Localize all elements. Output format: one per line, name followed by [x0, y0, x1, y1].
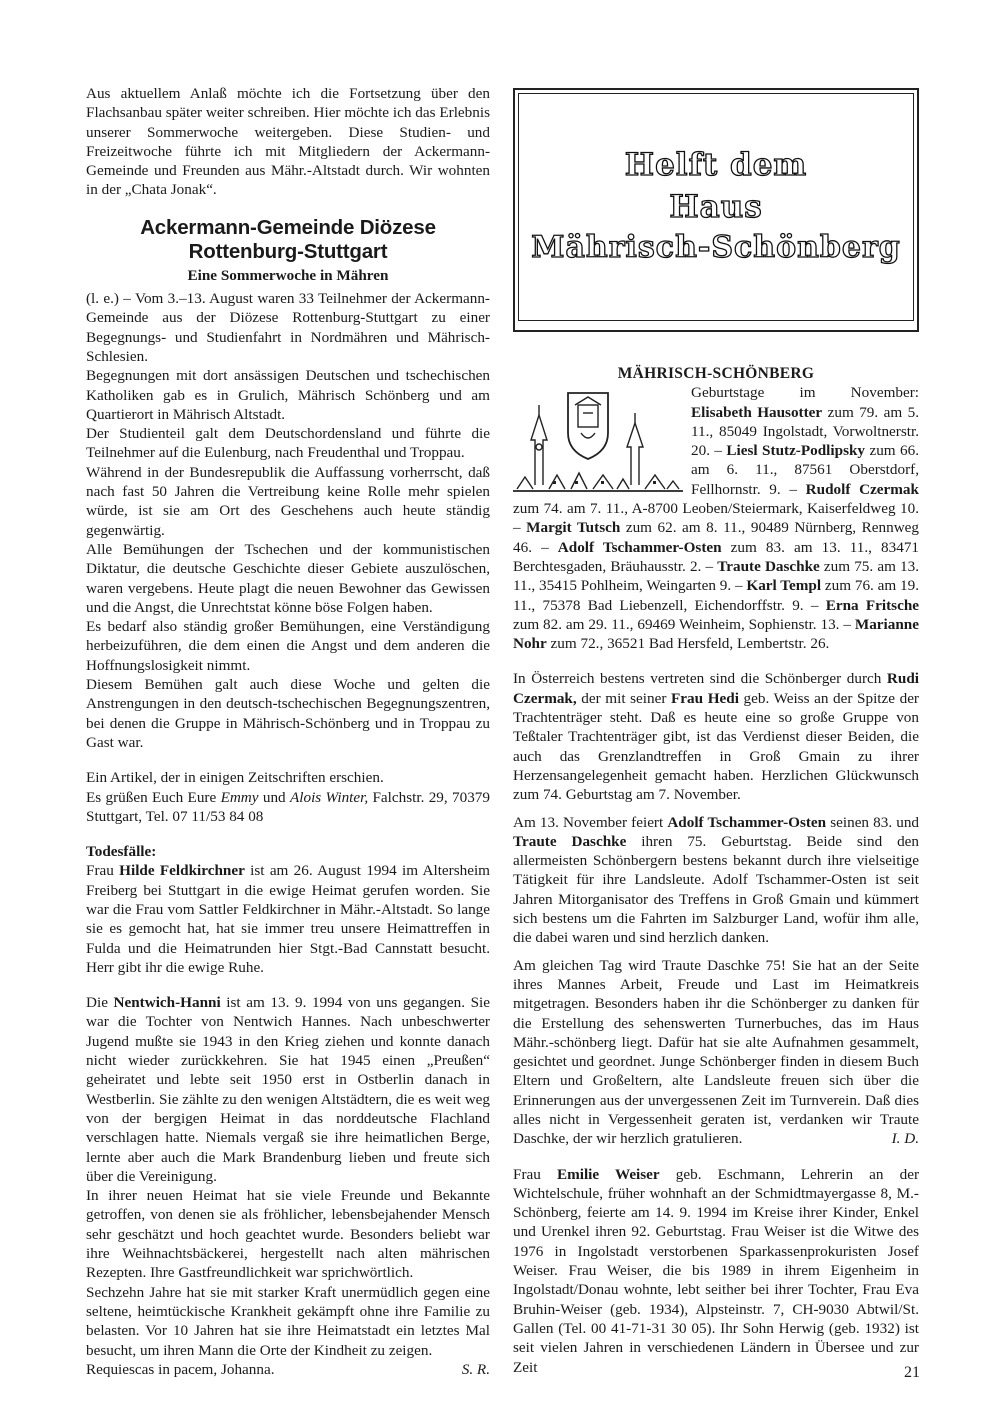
- appeal-box-inner: [518, 93, 914, 321]
- obituary-closing: Requiescas in pacem, Johanna. S. R.: [86, 1360, 490, 1378]
- article-paragraph: Begegnungen mit dort ansässigen Deutschen und tschechischen Katholiken gab es in Grulich, Mährisch Schönberg und am Quartierort in Mährisch Altstadt.: [86, 367, 490, 423]
- intro-paragraph: Aus aktuellem Anlaß möchte ich die Fortsetzung über den Flachsanbau später weiter schreiben. Hier möchte ich das Erlebnis unserer Sommerwoche weitergeben. Diese Studien- und Freizeitwoche führte ich mit Mitgliedern der Ackermann-Gemeinde und Freunden aus Mähr.-Altstadt durch. Wir wohnten in der „Chata Jonak“.: [86, 85, 490, 199]
- appeal-box: [513, 88, 919, 332]
- article-paragraph: Der Studienteil galt dem Deutschordensland und führte die Teilnehmer auf die Eulenburg, nach Freudenthal und Troppau.: [86, 425, 490, 462]
- article-paragraph: Es bedarf also ständig großer Bemühungen, eine Verständigung herbeizuführen, die dem einen die Angst und dem anderen die Hoffnungslosigkeit nimmt.: [86, 618, 490, 674]
- article-heading: [86, 216, 490, 264]
- article-paragraph: Während in der Bundesrepublik die Auffassung vorherrscht, daß nach fast 50 Jahren die Vertreibung keine Rolle mehr spielen würde, ist sie am Ort des Geschehens auch heute ständig gegenwärtig.: [86, 463, 490, 539]
- austria-paragraph: In Österreich bestens vertreten sind die Schönberger durch Rudi Czermak, der mit seiner Frau Hedi geb. Weiss an der Spitze der Trachtenträger steht. Daß es heute eine so große Gruppe von Teßtaler Trachtenträger gibt, ist das Verdienst dieser Beiden, die auch das Grenzlandtreffen in Groß Gmain zu ihrer Herzensangelegenheit gemacht haben. Herzlichen Glückwunsch zum 74. Geburtstag am 7. November.: [513, 670, 919, 804]
- obituary-paragraph: Sechzehn Jahre hat sie mit starker Kraft unermüdlich gegen eine seltene, heimtückische Krankheit gekämpft ohne ihre Familie zu belasten. Vor 10 Jahren hat sie ihre Heimatstadt ein letztes Mal besucht, um ihren Mann die Orte der Kindheit zu zeigen.: [86, 1283, 490, 1359]
- article-subheading: Eine Sommerwoche in Mähren: [187, 266, 389, 284]
- right-column: [513, 88, 919, 1377]
- article-paragraph: Diesem Bemühen galt auch diese Woche und gelten die Anstrengungen in den deutsch-tschechischen Begegnungszentren, bei denen die Gruppe in Mährisch-Schönberg und in Troppau zu Gast war.: [86, 676, 490, 751]
- town-crest-illustration: [513, 385, 683, 495]
- page-number: 21: [904, 1364, 920, 1381]
- deaths-heading: Todesfälle:: [86, 843, 157, 861]
- appeal-line1: Helft dem: [624, 147, 808, 184]
- article-paragraph: Alle Bemühungen der Tschechen und der kommunistischen Diktatur, die deutsche Geschichte dieser Gebiete auszulöschen, waren vergebens. Heute plagt die neuen Bewohner das Gewissen und die Angst, die Unrechtstat könne böse Folgen haben.: [86, 540, 490, 616]
- weiser-paragraph: Frau Emilie Weiser geb. Eschmann, Lehrerin an der Wichtelschule, früher wohnhaft an der Schmidtmayergasse 8, M.-Schönberg, feierte am 14. 9. 1994 im Kreise ihrer Kinder, Enkel und Urenkel ihren 92. Geburtstag. Frau Weiser ist die Witwe des 1976 in Ingolstadt verstorbenen Sparkassenprokuristen Josef Weiser. Frau Weiser, die bis 1989 in ihrem Eigenheim in Ingolstadt/Donau wohnte, lebt seither bei ihrer Tochter, Frau Eva Bruhin-Weiser (geb. 1934), Alpsteinstr. 7, CH-9030 Abtwil/St. Gallen (Tel. 00 41-71-31 30 05). Ihr Sohn Herwig (geb. 1932) ist seit vielen Jahren in verschiedenen Ländern in Übersee und zur Zeit: [513, 1165, 920, 1376]
- obituary-feldkirchner: Frau Hilde Feldkirchner ist am 26. August 1994 im Altersheim Freiberg bei Stuttgart in die ewige Heimat gerufen worden. Sie war die Frau vom Sattler Feldkirchner in Mähr.-Altstadt. So lange sie es gemocht hat, hat sie immer treu unsere Heimattreffen in Fulda und die Heimatrunden hier Stgt.-Bad Cannstatt besucht. Herr gibt ihr die ewige Ruhe.: [86, 862, 491, 976]
- signature-initials: I. D.: [891, 1130, 919, 1148]
- town-skyline-icon: [513, 385, 683, 495]
- obituary-paragraph: In ihrer neuen Heimat hat sie viele Freunde und Bekannte getroffen, von denen sie als fröhlicher, lebensbejahender Mensch sehr geschätzt und hoch geachtet wurde. Besonders beliebt war ihre Weihnachtsbäckerei, hergestellt nach alten mährischen Rezepten. Ihre Gastfreundlichkeit war sprichwörtlich.: [86, 1187, 490, 1282]
- article-note: Ein Artikel, der in einigen Zeitschriften erschien.: [86, 769, 384, 787]
- november-paragraph: Am 13. November feiert Adolf Tschammer-Osten seinen 83. und Traute Daschke ihren 75. Geburtstag. Beide sind den allermeisten Schönbergern bestens bekannt durch ihre vielseitige Tätigkeit für ihre Landsleute. Adolf Tschammer-Osten ist seit Jahren Mitorganisator des Treffens in Groß Gmain und kümmert sich bestens um die Fahrten im Salzburger Land, wofür ihm alle, die dabei waren und sind herzlich danken.: [513, 813, 920, 947]
- left-column: [86, 84, 490, 1379]
- obituary-nentwich: Die Nentwich-Hanni ist am 13. 9. 1994 von uns gegangen. Sie war die Tochter von Nentwich Hannes. Nach unbeschwerter Jugend mußte sie 1943 in den Krieg ziehen und konnte danach nicht wieder zurückkehren. Sie hat 1945 einen „Preußen“ geheiratet und lebte seit 1950 erst in Ostberlin danach in Westberlin. Sie zählte zu den wenigen Altstädtern, die es weit weg von der bergigen Heimat in das norddeutsche Flachland verschlagen hatte. Niemals vergaß sie ihre heimatlichen Berge, lernte aber auch die Mark Brandenburg lieben und freute sich über die Vereinigung.: [86, 994, 490, 1185]
- appeal-line2: Haus: [669, 188, 763, 225]
- birthday-list: Geburtstage im November: Elisabeth Hausotter zum 79. am 5. 11., 85049 Ingolstadt, Vorwoltnerstr. 20. – Liesl Stutz-Podlipsky zum 66. am 6. 11., 87561 Oberstdorf, Fellhornstr. 9. – Rudolf Czermak zum 74. am 7. 11., A-8700 Leoben/Steiermark, Kaiserfeldweg 10. – Margit Tutsch zum 62. am 8. 11., 90489 Nürnberg, Rennweg 46. – Adolf Tschammer-Osten zum 83. am 13. 11., 83471 Berchtesgaden, Bräuhausstr. 2. – Traute Daschke zum 75. am 13. 11., 35415 Pohlheim, Weingarten 9. – Karl Templ zum 76. am 19. 11., 75378 Bad Liebenzell, Eichendorffstr. 9. – Erna Fritsche zum 82. am 29. 11., 69469 Weinheim, Sophienstr. 13. – Marianne Nohr zum 72., 36521 Bad Hersfeld, Lembertstr. 26.: [513, 384, 920, 653]
- article-paragraph: (l. e.) – Vom 3.–13. August waren 33 Teilnehmer der Ackermann-Gemeinde aus der Diözese Rottenburg-Stuttgart zu einer Begegnungs- und Studienfahrt in Nordmähren und Mährisch-Schlesien.: [86, 290, 490, 365]
- greeting: Es grüßen Euch Eure Emmy und Alois Winter, Falchstr. 29, 70379 Stuttgart, Tel. 07 11/53 84 08: [86, 788, 490, 825]
- appeal-line3: Mährisch-Schönberg: [531, 230, 901, 266]
- daschke-paragraph: Am gleichen Tag wird Traute Daschke 75! Sie hat an der Seite ihres Mannes Arbeit, Freude und Last im Heimatkreis mitgetragen. Besonders haben ihr die Schönberger zu danken für die Erstellung des sehenswerten Turnerbuches, das im Haus Mähr.-schönberg liegt. Dafür hat sie alte Aufnahmen gesammelt, gesichtet und geordnet. Junge Schönberger finden in diesem Buch Eltern und Großeltern, alte Landsleute freuen sich über die Erinnerungen aus der unvergessenen Zeit im Turnverein. Daß dies alles nicht in Vergessenheit geraten ist, verdanken wir Traute Daschke, der wir herzlich gratulieren. I. D.: [513, 956, 919, 1148]
- article-heading-line2: Rottenburg-Stuttgart: [188, 239, 388, 263]
- article-heading-line1: Ackermann-Gemeinde Diözese: [140, 215, 436, 239]
- section-heading: MÄHRISCH-SCHÖNBERG: [617, 365, 815, 382]
- signature-initials: S. R.: [461, 1360, 490, 1378]
